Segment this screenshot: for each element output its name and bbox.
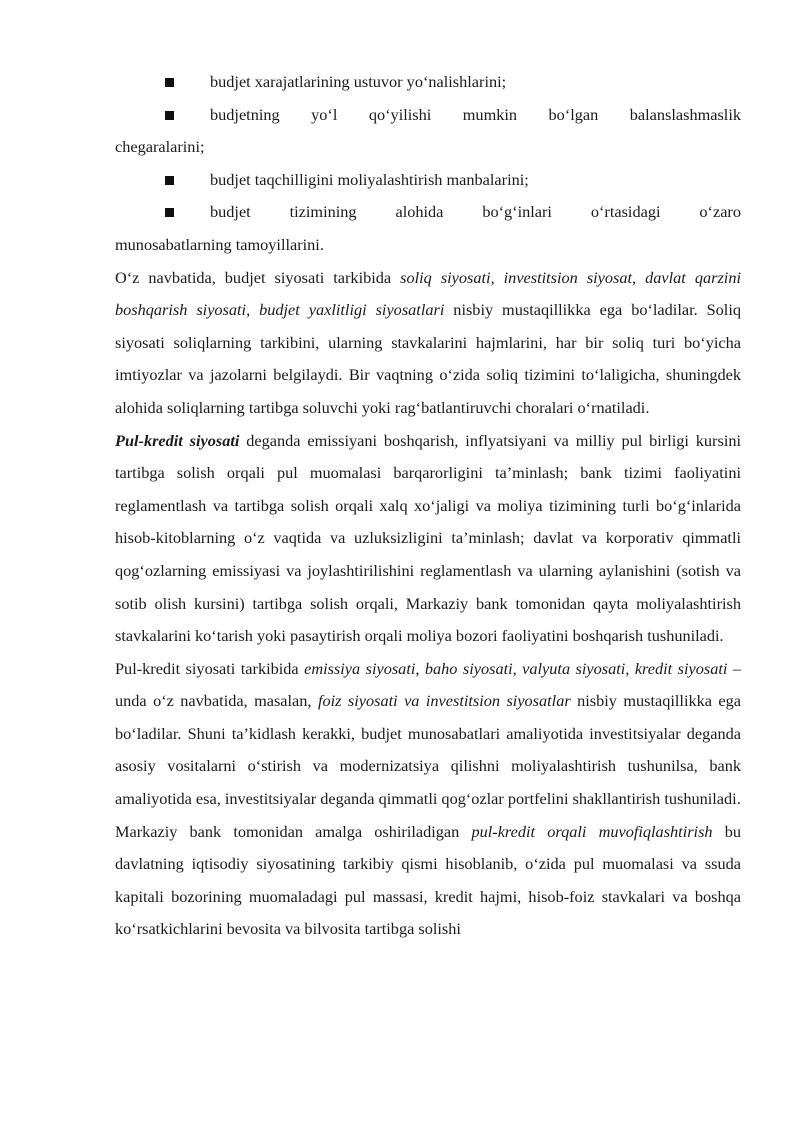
- paragraph-italic-text: foiz siyosati va investitsion siyosatlar: [317, 691, 571, 711]
- bullet-text: budjet taqchilligini moliyalashtirish manbalarini;: [210, 169, 529, 189]
- bullet-continuation: munosabatlarning tamoyillarini.: [115, 234, 324, 254]
- paragraph-monetary-structure: [115, 653, 741, 816]
- square-bullet-icon: [115, 66, 210, 99]
- square-bullet-icon: [115, 164, 210, 197]
- bullet-item: [115, 99, 741, 132]
- paragraph-text: deganda emissiyani boshqarish, inflyatsiyani va milliy pul birligi kursini tartibga solish orqali pul muomalasi barqarorligini ta’minlash; bank tizimi faoliyatini reglamentlash va tartibga solish orqali xalq xo‘jaligi va moliya tizimining turli bo‘g‘inlarida hisob-kitoblarning o‘z vaqtida va uzluksizligini ta’minlash; davlat va korporativ qimmatli qog‘ozlarning emissiyasi va joylashtirilishini reglamentlash va ularning aylanishini (sotish va sotib olish kursini) tartibga solish orqali, Markaziy bank tomonidan qayta moliyalashtirish stavkalarini ko‘tarish yoki pasaytirish orqali moliya bozori faoliyatini boshqarish tushuniladi.: [115, 430, 742, 646]
- paragraph-text: nisbiy mustaqillikka ega bo‘ladilar. Shuni ta’kidlash kerakki, budjet munosabatlari amaliyotida investitsiyalar deganda asosiy vositalarni o‘stirish va modernizatsiya qilishni moliyalashtirish tushunilsa, bank amaliyotida esa, investitsiyalar deganda qimmatli qog‘ozlar portfelini shakllantirish tushuniladi.: [115, 691, 742, 809]
- paragraph-central-bank: [115, 816, 741, 946]
- bullet-text: budjet xarajatlarining ustuvor yo‘nalishlarini;: [210, 72, 507, 91]
- paragraph-text: Pul-kredit siyosati tarkibida: [115, 658, 305, 678]
- paragraph-text: Markaziy bank tomonidan amalga oshiriladigan: [115, 821, 472, 841]
- paragraph-text: bu davlatning iqtisodiy siyosatining tarkibiy qismi hisoblanib, o‘zida pul muomalasi va ssuda kapitali bozorining muomaladagi pul massasi, kredit hajmi, hisob-foiz stavkalari va boshqa ko‘rsatkichlarini bevosita va bilvosita tartibga solishi: [115, 821, 741, 939]
- square-bullet-icon: [115, 196, 210, 229]
- paragraph-monetary-policy: [115, 425, 741, 653]
- bullet-text: budjet tizimining alohida bo‘g‘inlari o‘rtasidagi o‘zaro: [210, 202, 741, 222]
- paragraph-bold-italic-term: Pul-kredit siyosati: [115, 430, 240, 450]
- paragraph-italic-text: pul-kredit orqali muvofiqlashtirish: [471, 821, 713, 841]
- page-content: [115, 66, 741, 946]
- paragraph-text: nisbiy mustaqillikka ega bo‘ladilar. Soliq siyosati soliqlarning tarkibini, ularning stavkalarini hajmlarini, har bir soliq turi bo‘yicha imtiyozlar va jazolarni belgilaydi. Bir vaqtning o‘zida soliq tizimini to‘laligicha, shuningdek alohida soliqlarning tartibga soluvchi yoki rag‘batlantiruvchi choralari o‘rnatiladi.: [115, 300, 741, 417]
- paragraph-italic-text: emissiya siyosati, baho siyosati, valyuta siyosati, kredit siyosati: [304, 658, 728, 678]
- paragraph-italic-text: soliq siyosati, investitsion siyosat, davlat qarzini boshqarish siyosati, budjet yaxlitligi siyosatlari: [115, 267, 741, 320]
- paragraph-text: – unda o‘z navbatida, masalan,: [115, 658, 741, 711]
- bullet-item: [115, 66, 741, 99]
- bullet-item: [115, 196, 741, 229]
- square-bullet-icon: [115, 99, 210, 132]
- bullet-continuation: chegaralarini;: [115, 137, 205, 157]
- paragraph-budget-policy: [115, 262, 741, 425]
- bullet-text: budjetning yo‘l qo‘yilishi mumkin bo‘lgan balanslashmaslik: [210, 104, 741, 124]
- paragraph-text: O‘z navbatida, budjet siyosati tarkibida: [115, 267, 401, 287]
- bullet-item: [115, 164, 741, 197]
